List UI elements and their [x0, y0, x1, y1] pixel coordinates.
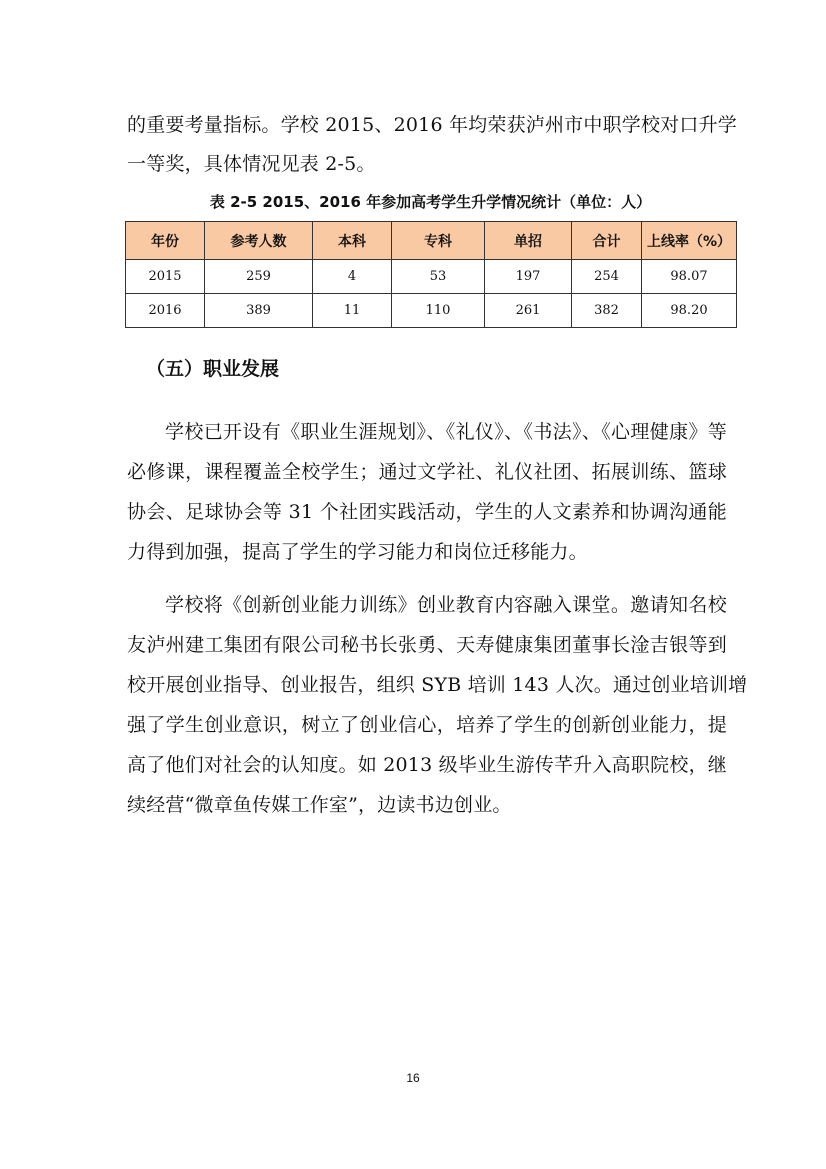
paragraph-2-line-2: 友泸州建工集团有限公司秘书长张勇、天寿健康集团董事长淦吉银等到: [127, 634, 727, 656]
column-header-single-enrollment: 单招: [485, 222, 572, 260]
table-cell: 2015: [126, 260, 205, 294]
paragraph-2-line-3: 校开展创业指导、创业报告，组织 SYB 培训 143 人次。通过创业培训增: [127, 674, 748, 696]
table-cell: 389: [205, 294, 313, 328]
table-cell: 4: [313, 260, 392, 294]
paragraph-2-line-4: 强了学生创业意识，树立了创业信心，培养了学生的创新创业能力，提: [127, 714, 727, 736]
table-row: [126, 260, 737, 294]
table-cell: 382: [572, 294, 642, 328]
intro-line-2: 一等奖，具体情况见表 2-5。: [127, 153, 376, 175]
table-row: [126, 294, 737, 328]
table-header-row: [126, 222, 737, 260]
admission-stats-table: [125, 221, 737, 328]
column-header-year: 年份: [126, 222, 205, 260]
paragraph-2-line-6: 续经营“微章鱼传媒工作室”，边读书边创业。: [127, 794, 512, 816]
page-number: 16: [406, 1071, 420, 1085]
paragraph-1-line-1: 学校已开设有《职业生涯规划》、《礼仪》、《书法》、《心理健康》等: [165, 421, 727, 443]
table-cell: 11: [313, 294, 392, 328]
table-cell: 261: [485, 294, 572, 328]
table-cell: 259: [205, 260, 313, 294]
paragraph-1-line-4: 力得到加强，提高了学生的学习能力和岗位迁移能力。: [127, 541, 588, 563]
column-header-pass-rate: 上线率（%）: [642, 222, 737, 260]
paragraph-2-line-1: 学校将《创新创业能力训练》创业教育内容融入课堂。邀请知名校: [165, 594, 727, 616]
table-cell: 110: [392, 294, 485, 328]
intro-line-1: 的重要考量指标。学校 2015、2016 年均荣获泸州市中职学校对口升学: [127, 114, 737, 136]
paragraph-1-line-3: 协会、足球协会等 31 个社团实践活动，学生的人文素养和协调沟通能: [127, 501, 727, 523]
paragraph-1-line-2: 必修课，课程覆盖全校学生；通过文学社、礼仪社团、拓展训练、篮球: [127, 461, 727, 483]
table-cell: 254: [572, 260, 642, 294]
table-cell: 2016: [126, 294, 205, 328]
table-caption: 表 2-5 2015、2016 年参加高考学生升学情况统计（单位：人）: [209, 193, 652, 211]
table-cell: 53: [392, 260, 485, 294]
paragraph-2-line-5: 高了他们对社会的认知度。如 2013 级毕业生游传芊升入高职院校，继: [127, 754, 727, 776]
column-header-junior-college: 专科: [392, 222, 485, 260]
table-cell: 98.07: [642, 260, 737, 294]
table-cell: 197: [485, 260, 572, 294]
column-header-total: 合计: [572, 222, 642, 260]
column-header-examinees: 参考人数: [205, 222, 313, 260]
section-heading: （五）职业发展: [146, 358, 280, 380]
table-cell: 98.20: [642, 294, 737, 328]
column-header-undergraduate: 本科: [313, 222, 392, 260]
